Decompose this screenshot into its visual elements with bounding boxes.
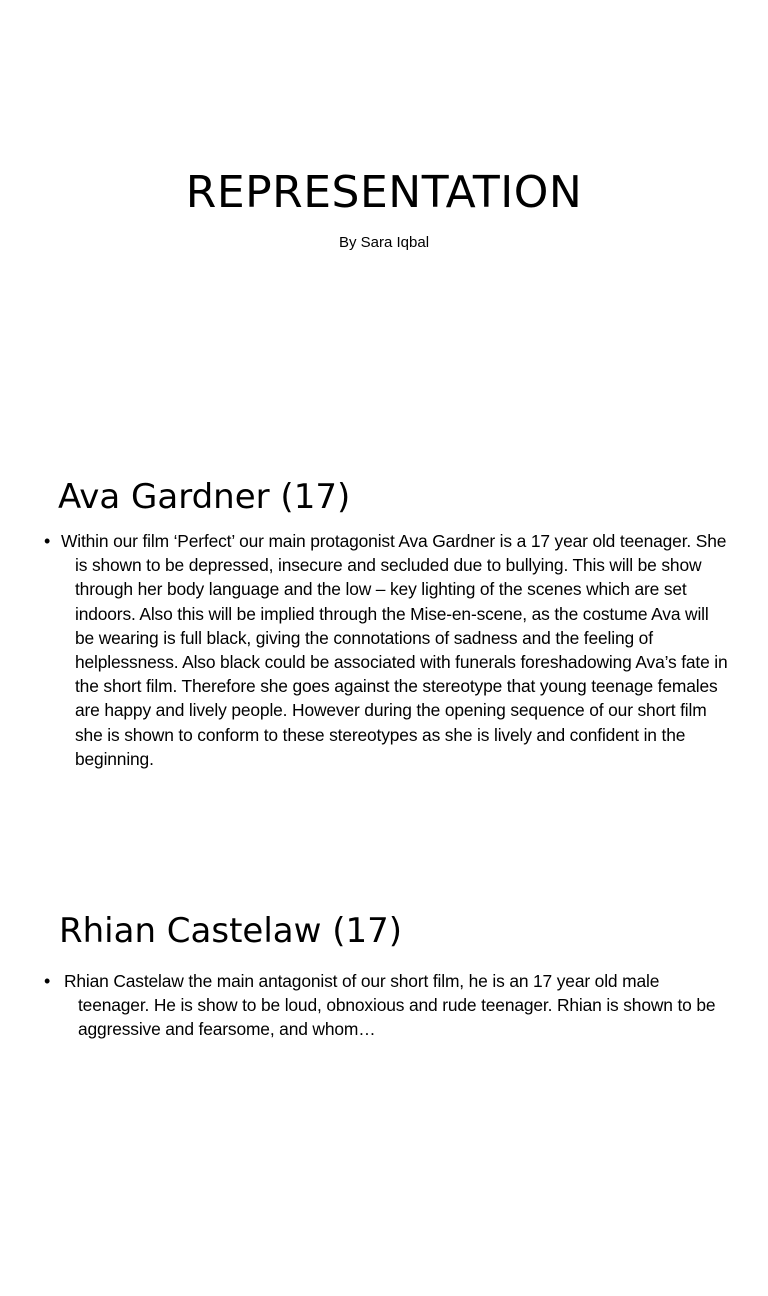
- presentation-title: REPRESENTATION: [185, 167, 583, 218]
- rhian-castelaw-slide: [0, 864, 768, 1296]
- bullet-icon: •: [44, 531, 51, 551]
- bullet-item: [44, 529, 732, 771]
- ava-gardner-slide: [0, 432, 768, 864]
- bullet-text: Within our film ‘Perfect’ our main protagonist Ava Gardner is a 17 year old teenager. She is shown to be depressed, insecure and secluded due to bullying. This will be show through her body language and the low – key lighting of the scenes which are set indoors. Also this will be implied through the Mise-en-scene, as the costume Ava will be wearing is full black, giving the connotations of sadness and the feeling of helplessness. Also black could be associated with funerals foreshadowing Ava’s fate in the short film. Therefore she goes against the stereotype that young teenage females are happy and lively people. However during the opening sequence of our short film she is shown to conform to these stereotypes as she is lively and confident in the beginning.: [61, 531, 728, 769]
- slide-heading: Ava Gardner (17): [58, 477, 351, 517]
- presentation-subtitle: By Sara Iqbal: [338, 234, 430, 251]
- bullet-text: Rhian Castelaw the main antagonist of our short film, he is an 17 year old male teenager. He is show to be loud, obnoxious and rude teenager. Rhian is shown to be aggressive and fearsome, and whom…: [64, 971, 716, 1040]
- title-slide: [0, 0, 768, 432]
- bullet-icon: •: [44, 971, 51, 991]
- bullet-item: [44, 969, 732, 1042]
- slide-heading: Rhian Castelaw (17): [59, 911, 403, 951]
